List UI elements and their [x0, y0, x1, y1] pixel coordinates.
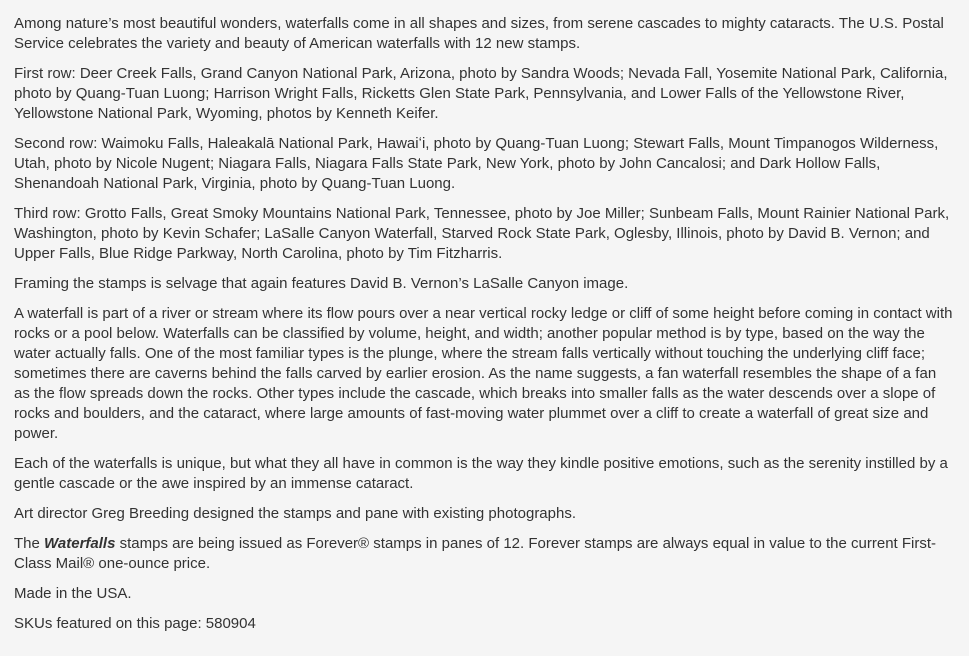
selvage-paragraph: Framing the stamps is selvage that again features David B. Vernon’s LaSalle Canyon image.	[14, 275, 629, 292]
waterfall-types-paragraph: A waterfall is part of a river or stream where its flow pours over a near vertical rocky ledge or cliff of some height before coming in contact with rocks or a pool below. Waterfalls can be classified by volume, height, and width; another popular method is by type, based on the way the water actually falls. One of the most familiar types is the plunge, where the stream falls vertically without touching the underlying cliff face; sometimes there are caverns behind the falls carved by earlier erosion. As the name suggests, a fan waterfall resembles the shape of a fan as the flow spreads down the rocks. Other types include the cascade, which breaks into smaller falls as the water descends over a slope of rocks and boulders, and the cataract, where large amounts of fast-moving water plummet over a cliff to create a waterfall of great size and power.	[14, 305, 953, 442]
skus-paragraph: SKUs featured on this page: 580904	[14, 615, 256, 632]
third-row-paragraph: Third row: Grotto Falls, Great Smoky Mountains National Park, Tennessee, photo by Joe Miller; Sunbeam Falls, Mount Rainier National Park, Washington, photo by Kevin Schafer; LaSalle Canyon Waterfall, Starved Rock State Park, Oglesby, Illinois, photo by David B. Vernon; and Upper Falls, Blue Ridge Parkway, North Carolina, photo by Tim Fitzharris.	[14, 205, 950, 262]
unique-paragraph: Each of the waterfalls is unique, but what they all have in common is the way they kindle positive emotions, such as the serenity instilled by a gentle cascade or the awe inspired by an immense cataract.	[14, 455, 948, 492]
product-description	[14, 14, 954, 644]
second-row-paragraph: Second row: Waimoku Falls, Haleakalā National Park, Hawaiʻi, photo by Quang-Tuan Luong; Stewart Falls, Mount Timpanogos Wilderness, Utah, photo by Nicole Nugent; Niagara Falls, Niagara Falls State Park, New York, photo by John Cancalosi; and Dark Hollow Falls, Shenandoah National Park, Virginia, photo by Quang-Tuan Luong.	[14, 135, 939, 192]
intro-paragraph: Among nature’s most beautiful wonders, waterfalls come in all shapes and sizes, from serene cascades to mighty cataracts. The U.S. Postal Service celebrates the variety and beauty of American waterfalls with 12 new stamps.	[14, 15, 944, 52]
issuance-suffix: stamps are being issued as Forever® stamps in panes of 12. Forever stamps are always equal in value to the current First-Class Mail® one-ounce price.	[14, 535, 937, 572]
issuance-paragraph	[14, 534, 954, 574]
first-row-paragraph: First row: Deer Creek Falls, Grand Canyon National Park, Arizona, photo by Sandra Woods; Nevada Fall, Yosemite National Park, California, photo by Quang-Tuan Luong; Harrison Wright Falls, Ricketts Glen State Park, Pennsylvania, and Lower Falls of the Yellowstone River, Yellowstone National Park, Wyoming, photos by Kenneth Keifer.	[14, 65, 948, 122]
stamp-title: Waterfalls	[44, 535, 116, 552]
art-director-paragraph: Art director Greg Breeding designed the stamps and pane with existing photographs.	[14, 505, 577, 522]
issuance-prefix: The	[14, 535, 45, 552]
made-in-paragraph: Made in the USA.	[14, 585, 132, 602]
